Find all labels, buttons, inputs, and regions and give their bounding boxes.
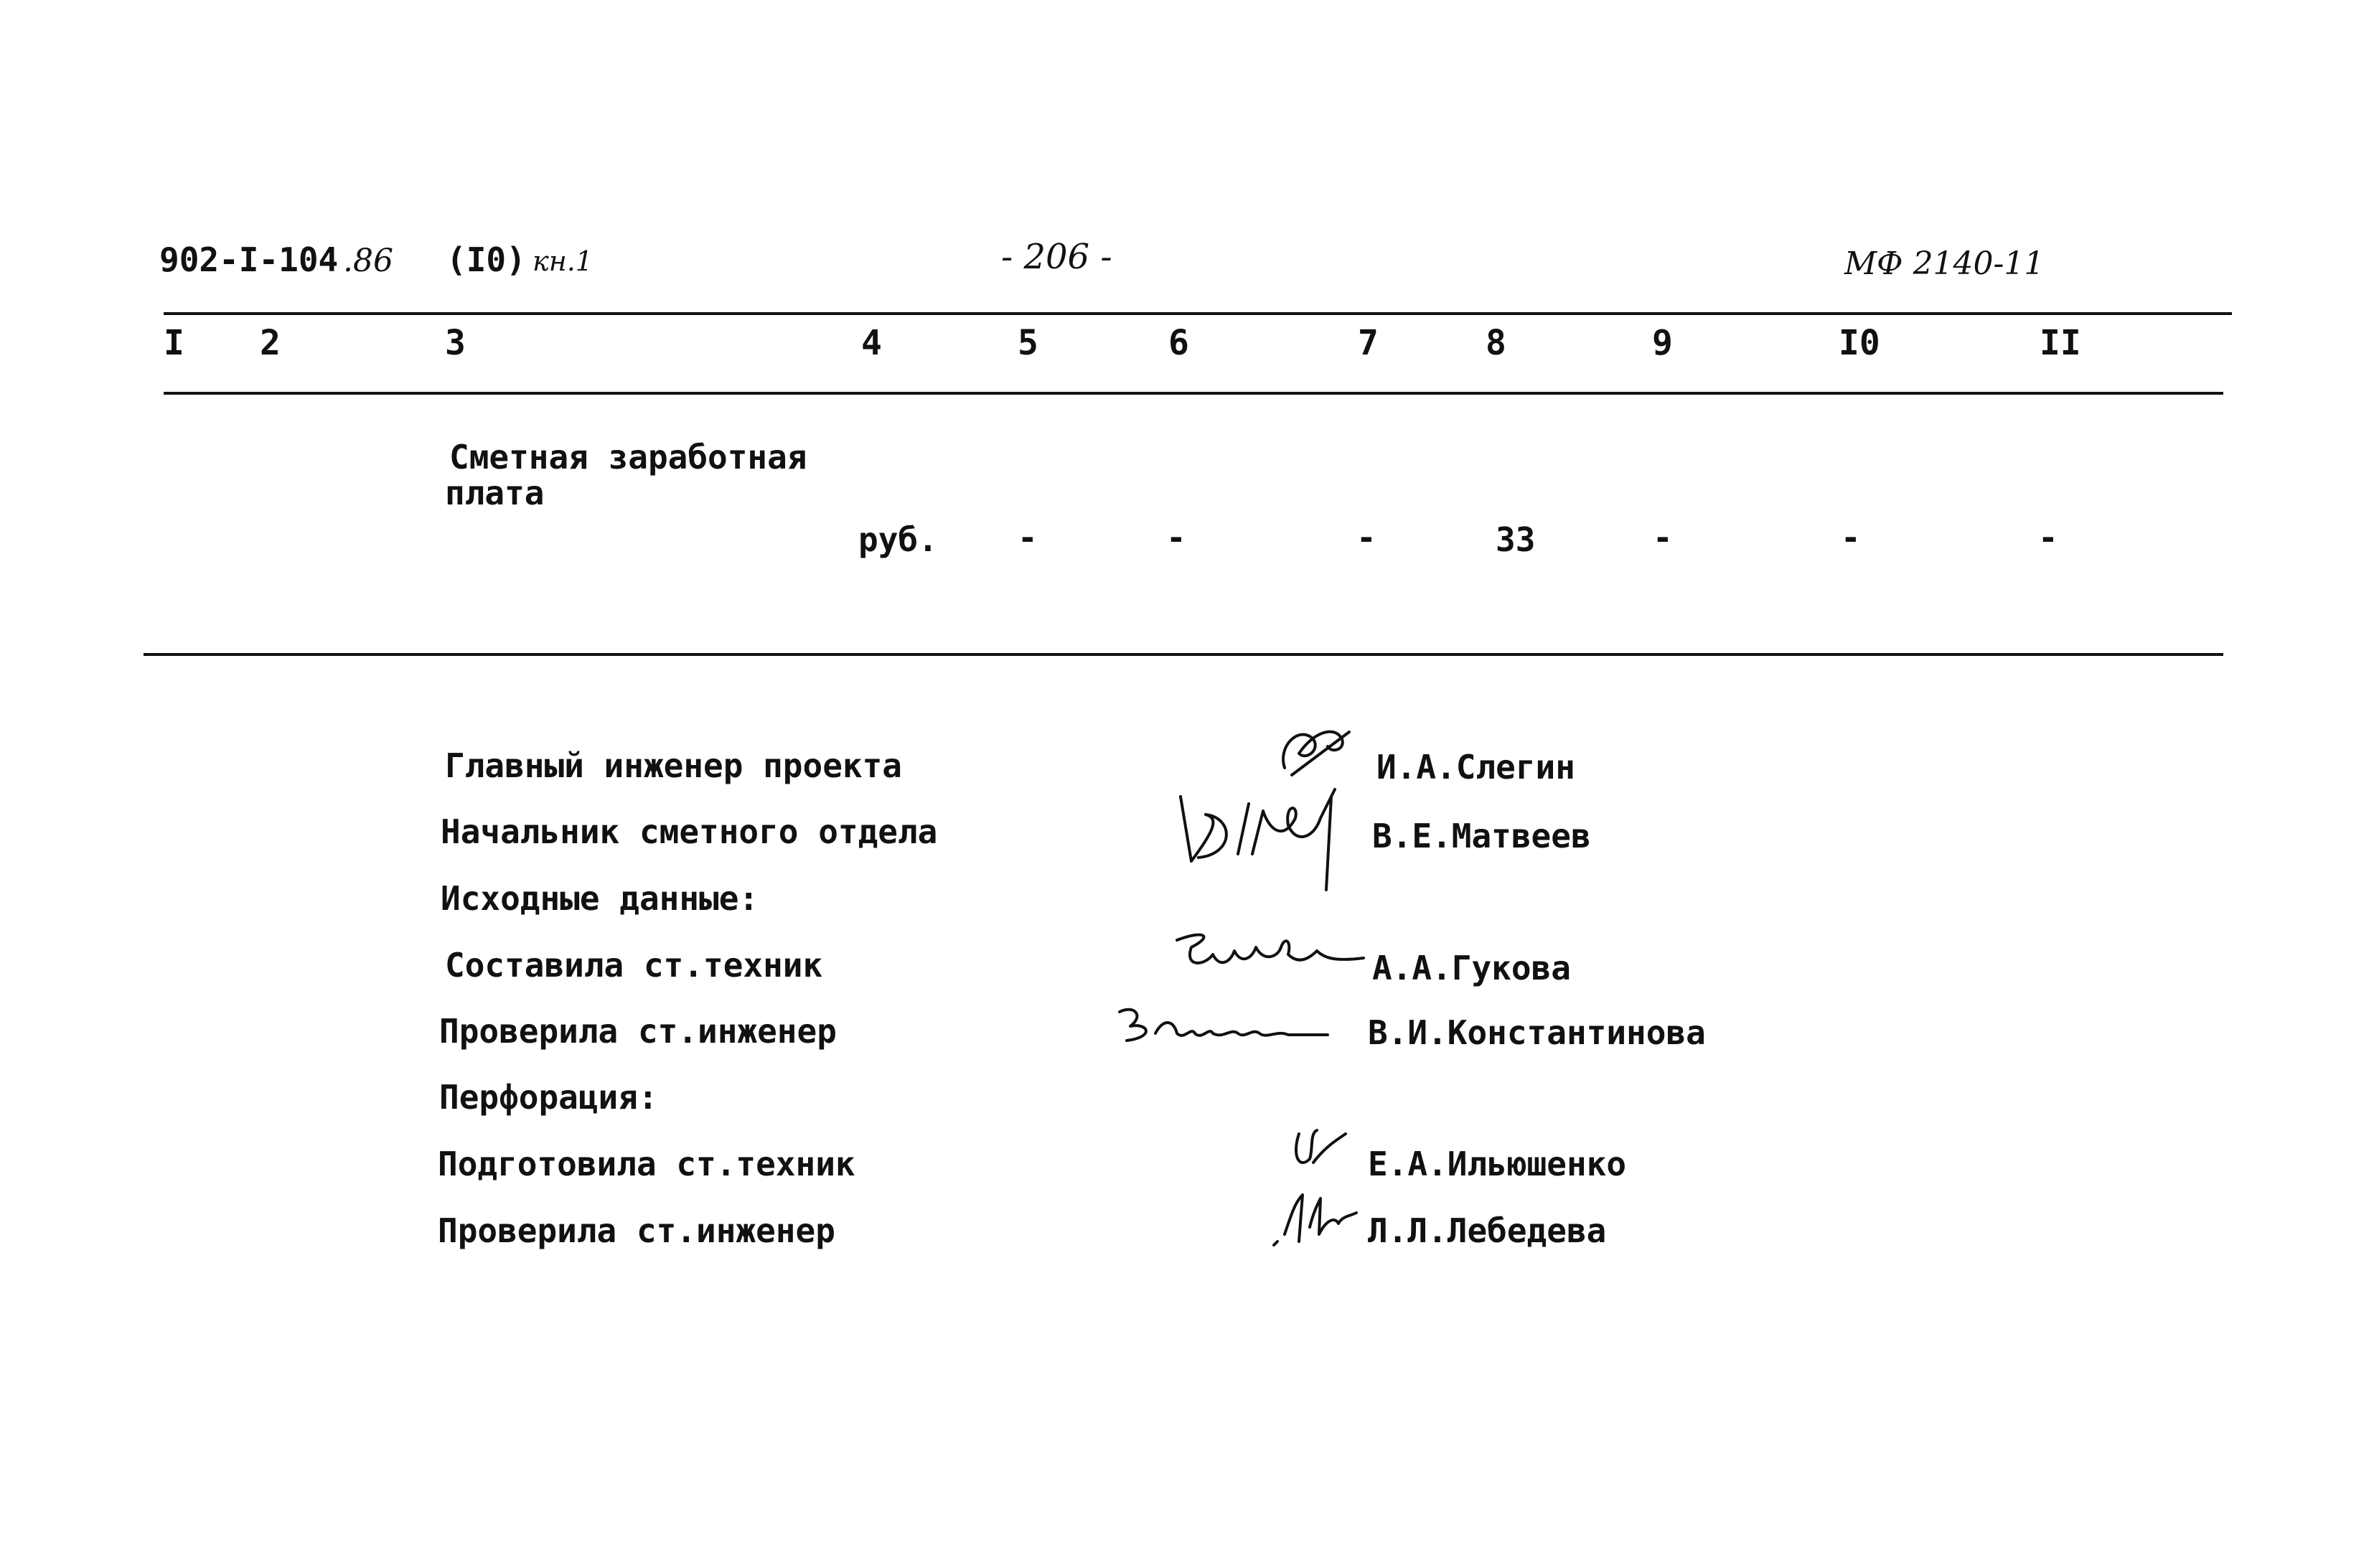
column-header-11: II — [2040, 323, 2081, 363]
checked-role: Проверила ст.инженер — [439, 1012, 837, 1051]
column-header-1: I — [164, 323, 184, 363]
reference-code: МФ 2140-11 — [1844, 245, 2045, 282]
column-header-6: 6 — [1168, 323, 1189, 363]
document-code-year: .86 — [343, 243, 393, 279]
chief-engineer-role: Главный инженер проекта — [445, 746, 902, 785]
checked2-role: Проверила ст.инженер — [438, 1211, 835, 1250]
compiled-role: Составила ст.техник — [445, 946, 823, 985]
column-header-3: 3 — [445, 323, 466, 363]
checked-name: В.И.Константинова — [1368, 1013, 1706, 1052]
table-top-rule — [164, 312, 2232, 315]
column-header-4: 4 — [861, 323, 882, 363]
row-col6-value: - — [1166, 518, 1186, 557]
column-header-10: I0 — [1839, 323, 1880, 363]
row-unit: руб. — [858, 520, 938, 559]
signature-matveev-icon — [1170, 775, 1364, 904]
chief-engineer-name: И.А.Слегин — [1376, 748, 1575, 787]
page-number: - 206 - — [1001, 237, 1112, 277]
signature-lebedeva-icon — [1263, 1184, 1371, 1256]
row-col11-value: - — [2038, 518, 2058, 557]
document-code: 902-I-104 — [159, 240, 339, 279]
row-name-line-2: плата — [445, 474, 545, 512]
column-header-9: 9 — [1652, 323, 1673, 363]
prepared-name: Е.А.Ильюшенко — [1368, 1145, 1627, 1183]
row-col8-value: 33 — [1496, 520, 1536, 559]
table-header-rule — [164, 392, 2223, 395]
column-header-8: 8 — [1486, 323, 1506, 363]
column-header-5: 5 — [1018, 323, 1038, 363]
table-bottom-rule — [144, 653, 2223, 656]
perforation-heading: Перфорация: — [439, 1078, 658, 1117]
book-number: кн.1 — [532, 245, 593, 277]
row-col10-value: - — [1841, 518, 1861, 557]
dept-head-role: Начальник сметного отдела — [441, 812, 938, 851]
row-col7-value: - — [1356, 518, 1376, 557]
volume-number: (I0) — [446, 240, 526, 279]
signature-konstantinova-icon — [1105, 997, 1335, 1055]
checked2-name: Л.Л.Лебедева — [1368, 1211, 1607, 1250]
row-name-line-1: Сметная заработная — [449, 438, 807, 476]
signature-gukova-icon — [1163, 926, 1371, 983]
prepared-role: Подготовила ст.техник — [438, 1145, 855, 1183]
source-data-heading: Исходные данные: — [441, 879, 759, 918]
dept-head-name: В.Е.Матвеев — [1372, 817, 1591, 855]
column-header-2: 2 — [260, 323, 281, 363]
signature-ilyushenko-icon — [1285, 1119, 1356, 1177]
row-col9-value: - — [1653, 518, 1673, 557]
column-header-7: 7 — [1358, 323, 1379, 363]
compiled-name: А.А.Гукова — [1372, 949, 1571, 987]
row-col5-value: - — [1018, 518, 1038, 557]
